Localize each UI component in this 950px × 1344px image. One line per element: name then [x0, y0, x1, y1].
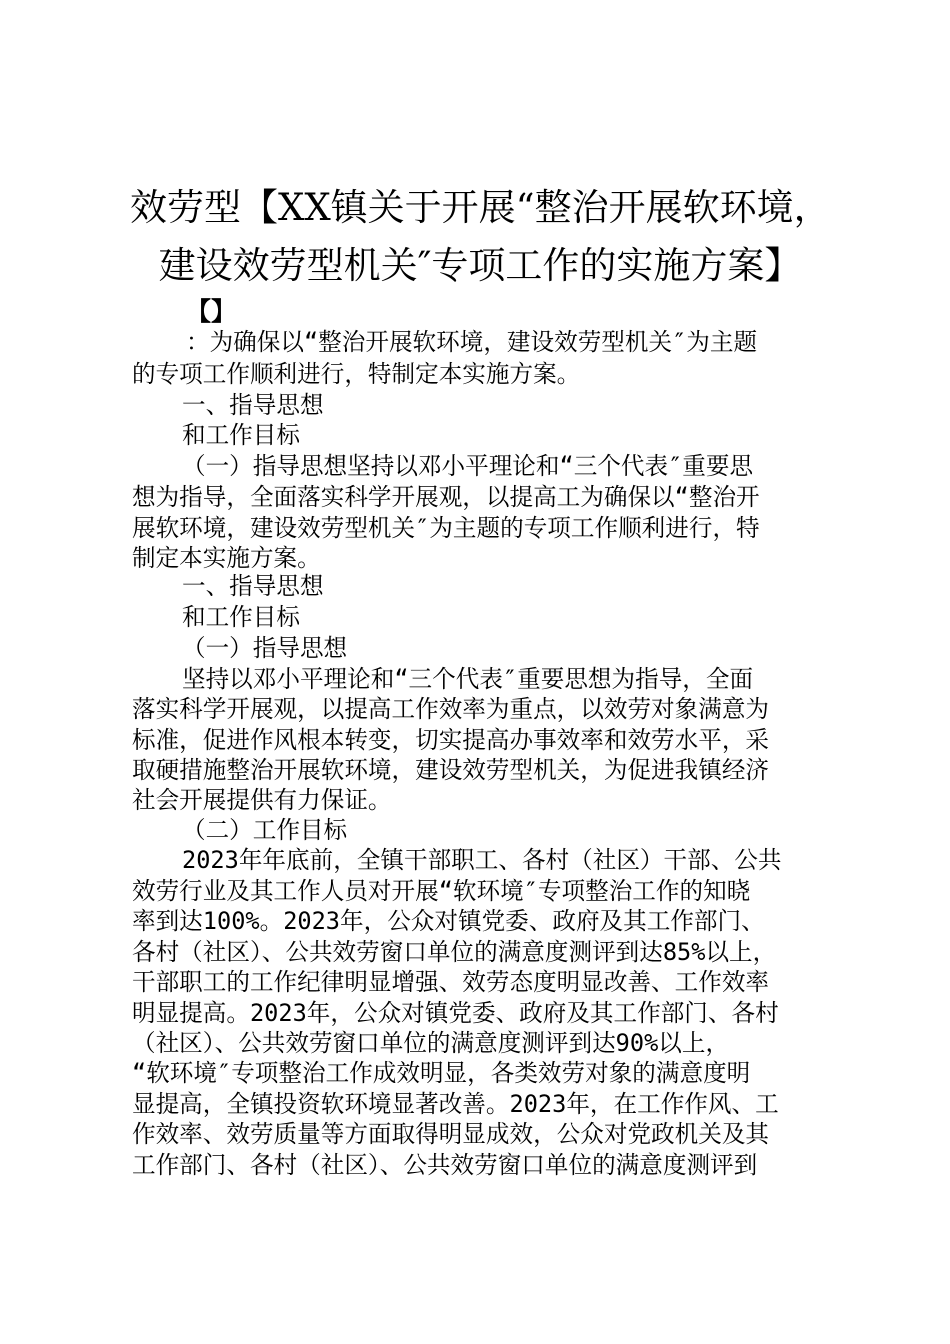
document-title-line-2: 建设效劳型机关″专项工作的实施方案】	[158, 244, 802, 287]
body-line: 标准，促进作风根本转变，切实提高办事效率和效劳水平，采	[132, 726, 770, 754]
subsection-heading: （二）工作目标	[182, 816, 348, 844]
body-line: 的专项工作顺利进行，特制定本实施方案。	[132, 360, 581, 388]
body-line: 工作部门、各村（社区）、公共效劳窗口单位的满意度测评到	[132, 1151, 758, 1179]
document-title-line-1: 效劳型【XX镇关于开展“整治开展软环境，	[130, 186, 831, 229]
section-heading: 和工作目标	[182, 421, 300, 449]
body-line: 率到达100%。2023年，公众对镇党委、政府及其工作部门、	[132, 907, 765, 935]
body-line: “软环境″专项整治工作成效明显，各类效劳对象的满意度明	[132, 1059, 751, 1087]
body-line: 坚持以邓小平理论和“三个代表″重要思想为指导，全面	[182, 665, 754, 693]
body-line: 展软环境，建设效劳型机关″为主题的专项工作顺利进行，特	[132, 514, 760, 542]
bracket-marker: 【】	[186, 297, 237, 326]
body-line: 取硬措施整治开展软环境，建设效劳型机关，为促进我镇经济	[132, 756, 770, 784]
body-line: 作效率、效劳质量等方面取得明显成效，公众对党政机关及其	[132, 1120, 770, 1148]
section-heading: 一、指导思想	[182, 391, 324, 419]
body-line: 社会开展提供有力保证。	[132, 786, 392, 814]
section-heading: 一、指导思想	[182, 572, 324, 600]
body-line: 效劳行业及其工作人员对开展“软环境″专项整治工作的知晓	[132, 877, 751, 905]
body-line: ：为确保以“整治开展软环境，建设效劳型机关″为主题	[186, 328, 758, 356]
body-line: 干部职工的工作纪律明显增强、效劳态度明显改善、工作效率	[132, 968, 770, 996]
body-line: 明显提高。2023年，公众对镇党委、政府及其工作部门、各村	[132, 999, 779, 1027]
section-heading: 和工作目标	[182, 603, 300, 631]
body-line: 想为指导，全面落实科学开展观，以提高工为确保以“整治开	[132, 483, 760, 511]
body-line: （社区）、公共效劳窗口单位的满意度测评到达90%以上，	[132, 1029, 730, 1057]
body-line: （一）指导思想坚持以邓小平理论和“三个代表″重要思	[182, 452, 754, 480]
subsection-heading: （一）指导思想	[182, 634, 348, 662]
body-line: 制定本实施方案。	[132, 544, 321, 572]
body-line: 各村（社区）、公共效劳窗口单位的满意度测评到达85%以上，	[132, 938, 777, 966]
body-line: 落实科学开展观，以提高工作效率为重点，以效劳对象满意为	[132, 695, 770, 723]
body-line: 2023年年底前，全镇干部职工、各村（社区）干部、公共	[182, 846, 782, 874]
body-line: 显提高，全镇投资软环境显著改善。2023年，在工作作风、工	[132, 1090, 779, 1118]
